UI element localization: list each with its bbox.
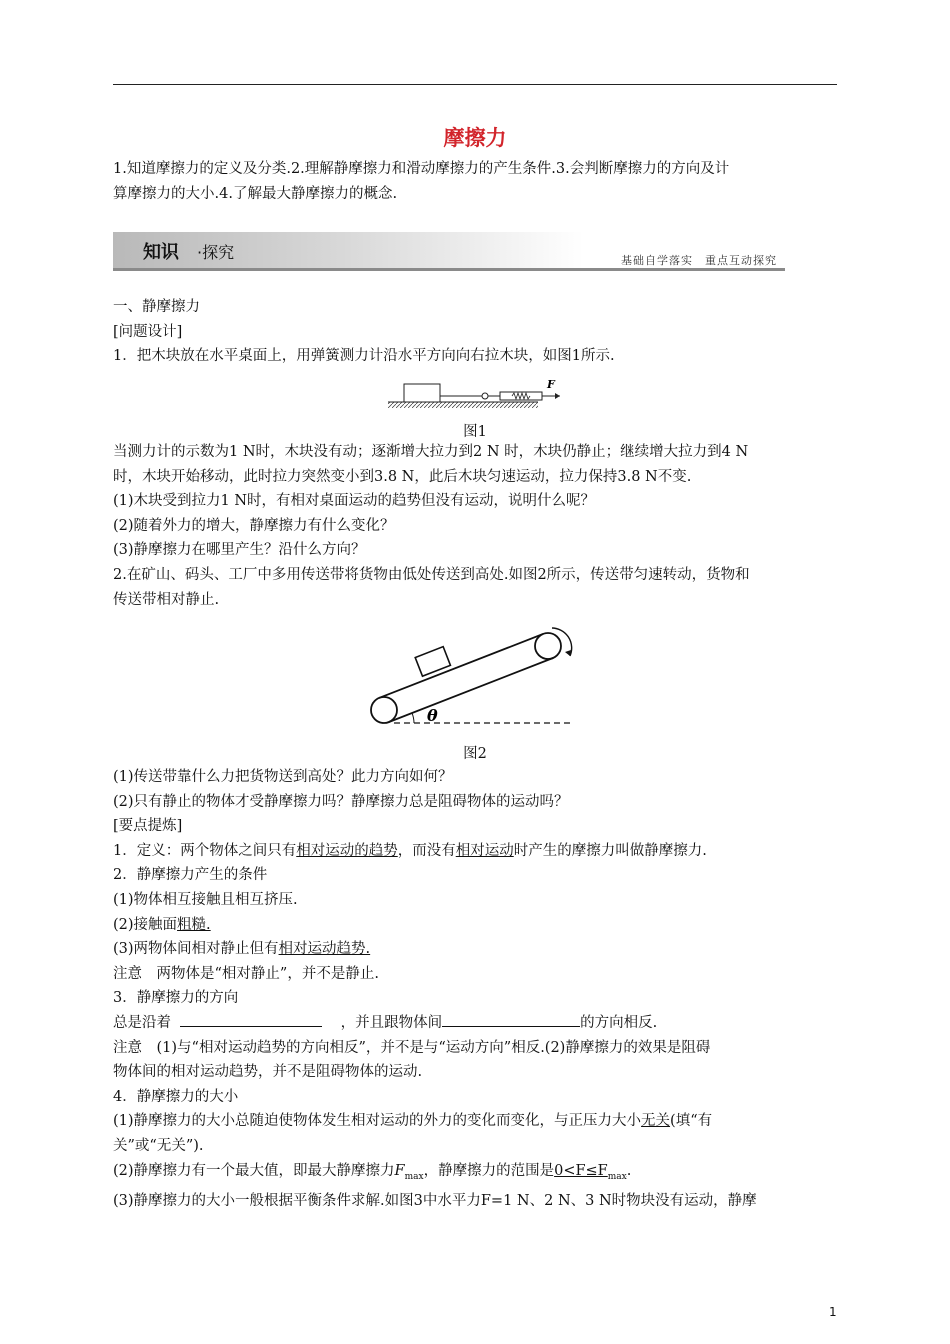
hook: [482, 393, 488, 399]
size-item: 关”或“无关”).: [113, 1137, 204, 1154]
upper-pulley: [535, 633, 561, 659]
size-heading: 4．静摩擦力的大小: [113, 1088, 239, 1105]
underlined-answer: 粗糙.: [177, 916, 211, 933]
objectives-line: 1.知道摩擦力的定义及分类.2.理解静摩擦力和滑动摩擦力的产生条件.3.会判断摩擦力的方向及计: [113, 161, 730, 177]
underlined-answer: 相对运动趋势.: [278, 941, 371, 958]
section-static-friction: [113, 295, 839, 369]
wood-block: [404, 384, 440, 402]
objectives-line: 算摩擦力的大小.4.了解最大静摩擦力的概念.: [113, 185, 398, 202]
page-number: 1: [829, 1305, 837, 1319]
condition-item: (2)接触面粗糙.: [113, 916, 211, 933]
question-item: (1)传送带靠什么力把货物送到高处？此力方向如何？: [113, 769, 453, 785]
question-1-intro: 1．把木块放在水平桌面上，用弹簧测力计沿水平方向向右拉木块，如图1所示.: [113, 348, 615, 365]
force-label: F: [547, 378, 555, 391]
belt-bottom: [389, 658, 553, 722]
underlined-answer: 相对运动: [455, 842, 514, 859]
ground-hatch: [388, 402, 538, 408]
note-line: 注意 (1)与“相对运动趋势的方向相反”，并不是与“运动方向”相反.(2)静摩擦力的效果是阻碍: [113, 1039, 711, 1056]
note-line: 物体间的相对运动趋势，并不是阻碍物体的运动.: [113, 1064, 423, 1081]
banner-right-text: 基础自学落实 重点互动探究: [621, 254, 777, 267]
learning-objectives: [113, 157, 839, 206]
question-2-intro: 传送带相对静止.: [113, 591, 220, 608]
size-item: (1)静摩擦力的大小总随迫使物体发生相对运动的外力的变化而变化，与正压力大小无关(填“有: [113, 1113, 713, 1130]
lower-pulley: [371, 697, 397, 723]
question-item: (3)静摩擦力在哪里产生？沿什么方向？: [113, 542, 366, 559]
figure-2-caption: 图2: [463, 746, 487, 762]
conditions-heading: 2．静摩擦力产生的条件: [113, 867, 268, 884]
underlined-answer: $0<F\le F_{max}$: [554, 1162, 627, 1182]
question-2-and-key-points: [113, 765, 839, 1214]
force-arrowhead: [555, 393, 560, 399]
problem-design-label: [问题设计]: [113, 323, 183, 340]
condition-item: (1)物体相互接触且相互挤压.: [113, 891, 298, 908]
paragraph-line: 当测力计的示数为1 N时，木块没有动；逐渐增大拉力到2 N 时，木块仍静止；继续增大拉力到4 N: [113, 444, 749, 460]
definition-line: 1．定义：两个物体之间只有相对运动的趋势，而没有相对运动时产生的摩擦力叫做静摩擦力.: [113, 842, 707, 859]
direction-heading: 3．静摩擦力的方向: [113, 990, 239, 1007]
fill-blank-2[interactable]: [442, 1012, 580, 1027]
banner-word: 知识: [143, 242, 179, 263]
figure-1-caption: 图1: [463, 424, 487, 440]
question-item: (2)随着外力的增大，静摩擦力有什么变化？: [113, 517, 395, 534]
underlined-answer: 相对运动的趋势: [296, 842, 398, 859]
paragraph-line: 时，木块开始移动，此时拉力突然变小到3.8 N，此后木块匀速运动，拉力保持3.8 N不变.: [113, 468, 692, 485]
question-item: (2)只有静止的物体才受静摩擦力吗？静摩擦力总是阻碍物体的运动吗？: [113, 793, 569, 810]
question-1-content: [113, 440, 839, 612]
size-item: (2)静摩擦力有一个最大值，即最大静摩擦力$F_{max}$，静摩擦力的范围是$0<F\le F_{max}$.: [113, 1162, 632, 1182]
condition-item: (3)两物体间相对静止但有相对运动趋势.: [113, 941, 371, 958]
header-rule: [113, 84, 837, 85]
banner-dot-word: ·探究: [197, 243, 235, 262]
figure-2-diagram: [364, 622, 579, 730]
underlined-answer: 无关: [641, 1113, 671, 1130]
rotation-arrowhead: [565, 650, 571, 656]
question-item: (1)木块受到拉力1 N时，有相对桌面运动的趋势但没有运动，说明什么呢？: [113, 493, 596, 510]
belt-top: [379, 634, 543, 698]
size-item: (3)静摩擦力的大小一般根据平衡条件求解.如图3中水平力F=1 N、2 N、3 N时物块没有运动，静摩: [113, 1192, 757, 1209]
section-banner: [113, 232, 785, 270]
figure-1-diagram: [384, 376, 574, 412]
banner-underline: [113, 268, 785, 271]
page-title: 摩擦力: [443, 125, 507, 150]
direction-line: 总是沿着 ，并且跟物体间 的方向相反.: [113, 1011, 839, 1036]
fill-blank-1[interactable]: [180, 1012, 322, 1027]
question-2-intro: 2.在矿山、码头、工厂中多用传送带将货物由低处传送到高处.如图2所示，传送带匀速转动，货物和: [113, 566, 750, 583]
key-points-label: [要点提炼]: [113, 818, 183, 835]
section-heading: 一、静摩擦力: [113, 299, 200, 315]
angle-theta: θ: [427, 706, 438, 725]
angle-arc: [412, 713, 414, 723]
note-line: 注意 两物体是“相对静止”，并不是静止.: [113, 965, 379, 982]
